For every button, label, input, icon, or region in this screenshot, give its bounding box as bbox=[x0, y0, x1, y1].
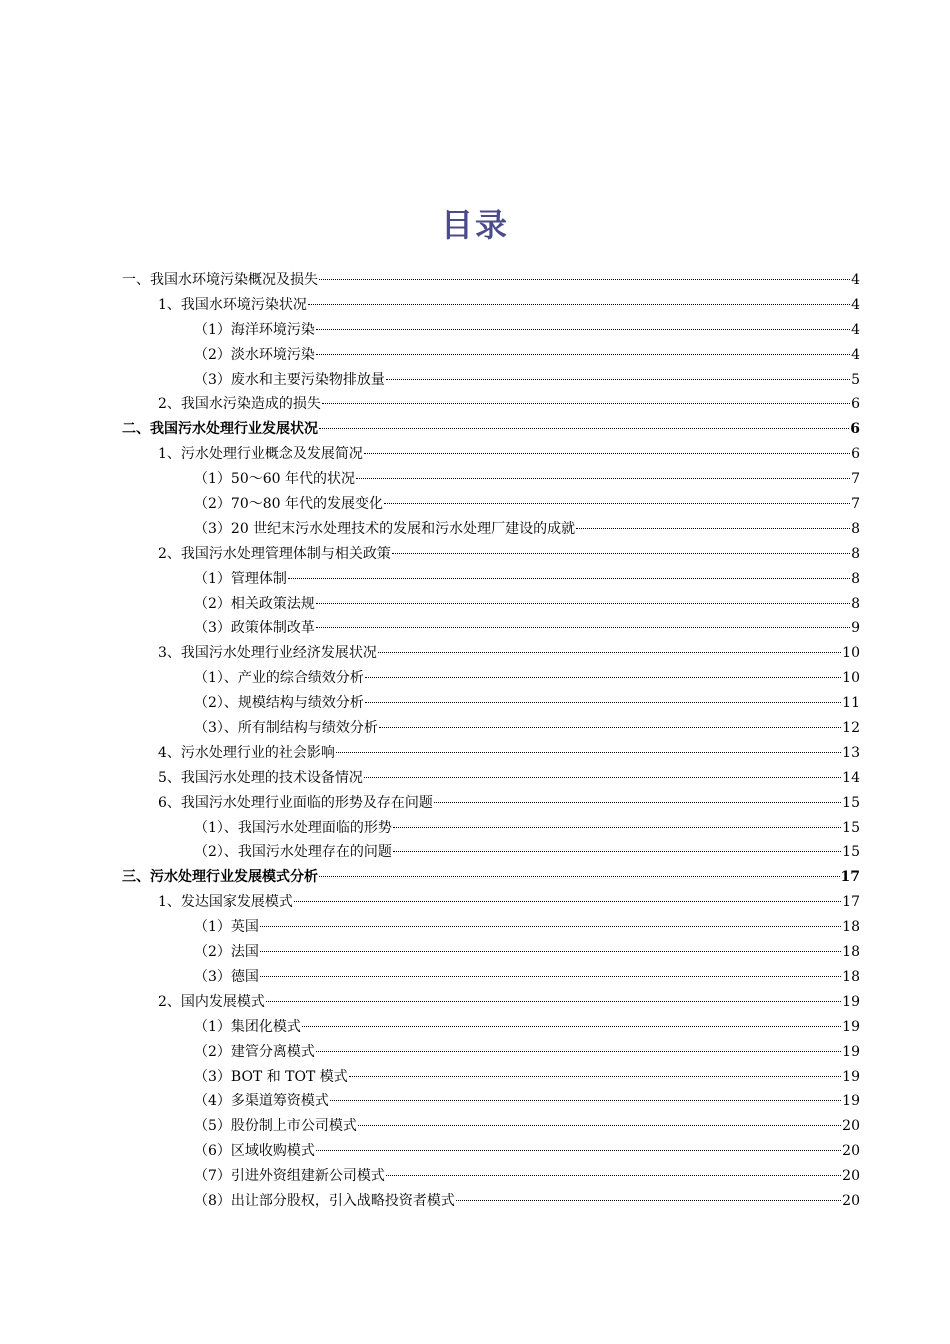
dot-leader bbox=[260, 926, 841, 927]
toc-entry[interactable] bbox=[122, 990, 860, 1015]
dot-leader bbox=[364, 453, 850, 454]
dot-leader bbox=[288, 578, 850, 579]
toc-entry-label: （2）、规模结构与绩效分析 bbox=[194, 695, 364, 712]
toc-entry[interactable] bbox=[122, 791, 860, 816]
toc-entry-page-number: 19 bbox=[842, 993, 860, 1010]
toc-entry[interactable] bbox=[122, 1139, 860, 1164]
dot-leader bbox=[393, 851, 841, 852]
toc-entry-page-number: 10 bbox=[842, 645, 860, 662]
toc-entry[interactable] bbox=[122, 592, 860, 617]
dot-leader bbox=[386, 379, 850, 380]
toc-entry[interactable] bbox=[122, 1040, 860, 1065]
toc-entry-page-number: 19 bbox=[842, 1093, 860, 1110]
toc-entry-page-number: 14 bbox=[842, 769, 860, 786]
toc-entry-page-number: 6 bbox=[851, 446, 860, 463]
toc-entry[interactable] bbox=[122, 318, 860, 343]
dot-leader bbox=[302, 1026, 841, 1027]
toc-entry-page-number: 20 bbox=[842, 1168, 860, 1185]
toc-entry-label: （4）多渠道筹资模式 bbox=[194, 1093, 329, 1110]
toc-entry-label: （1）50～60 年代的状况 bbox=[194, 471, 355, 488]
toc-entry-page-number: 13 bbox=[842, 744, 860, 761]
toc-entry-label: （3）20 世纪末污水处理技术的发展和污水处理厂建设的成就 bbox=[194, 520, 576, 537]
toc-entry-label: 二、我国污水处理行业发展状况 bbox=[122, 421, 318, 438]
toc-entry-page-number: 17 bbox=[842, 894, 860, 911]
dot-leader bbox=[316, 1051, 841, 1052]
toc-entry[interactable] bbox=[122, 865, 860, 890]
dot-leader bbox=[316, 354, 850, 355]
toc-entry-page-number: 19 bbox=[842, 1018, 860, 1035]
toc-entry-page-number: 6 bbox=[850, 421, 860, 438]
toc-entry-label: （7）引进外资组建新公司模式 bbox=[194, 1168, 385, 1185]
toc-entry-page-number: 10 bbox=[842, 670, 860, 687]
toc-entry[interactable] bbox=[122, 766, 860, 791]
dot-leader bbox=[322, 403, 850, 404]
toc-entry-page-number: 5 bbox=[851, 371, 860, 388]
dot-leader bbox=[349, 1076, 841, 1077]
dot-leader bbox=[434, 802, 841, 803]
page-title: 目录 bbox=[440, 206, 509, 244]
toc-entry[interactable] bbox=[122, 915, 860, 940]
dot-leader bbox=[336, 752, 841, 753]
toc-entry[interactable] bbox=[122, 268, 860, 293]
toc-entry-label: （8）出让部分股权，引入战略投资者模式 bbox=[194, 1192, 455, 1209]
toc-entry-page-number: 20 bbox=[842, 1143, 860, 1160]
dot-leader bbox=[365, 702, 841, 703]
toc-entry[interactable] bbox=[122, 467, 860, 492]
dot-leader bbox=[386, 1175, 841, 1176]
toc-entry-page-number: 8 bbox=[851, 520, 860, 537]
dot-leader bbox=[365, 677, 841, 678]
toc-entry-page-number: 4 bbox=[851, 272, 860, 288]
toc-entry-label: 三、污水处理行业发展模式分析 bbox=[122, 869, 318, 886]
toc-entry-label: （1）英国 bbox=[194, 919, 259, 936]
toc-entry-page-number: 19 bbox=[842, 1043, 860, 1060]
toc-entry-label: 2、我国污水处理管理体制与相关政策 bbox=[158, 545, 391, 562]
toc-entry-page-number: 4 bbox=[851, 296, 860, 313]
toc-entry-page-number: 9 bbox=[851, 620, 860, 637]
toc-entry-page-number: 19 bbox=[842, 1068, 860, 1085]
toc-entry-page-number: 6 bbox=[851, 396, 860, 413]
toc-entry-page-number: 7 bbox=[851, 471, 860, 488]
toc-entry[interactable] bbox=[122, 1189, 860, 1214]
dot-leader bbox=[316, 603, 850, 604]
toc-entry[interactable] bbox=[122, 965, 860, 990]
toc-entry[interactable] bbox=[122, 666, 860, 691]
toc-entry[interactable] bbox=[122, 1065, 860, 1090]
dot-leader bbox=[266, 1001, 841, 1002]
dot-leader bbox=[308, 304, 850, 305]
toc-entry-page-number: 18 bbox=[842, 944, 860, 961]
toc-entry[interactable] bbox=[122, 417, 860, 442]
toc-entry-label: （1）集团化模式 bbox=[194, 1018, 301, 1035]
toc-entry-page-number: 18 bbox=[842, 919, 860, 936]
toc-entry-label: （5）股份制上市公司模式 bbox=[194, 1118, 357, 1135]
toc-entry[interactable] bbox=[122, 1114, 860, 1139]
toc-entry-label: （6）区域收购模式 bbox=[194, 1143, 315, 1160]
toc-entry-label: 2、我国水污染造成的损失 bbox=[158, 396, 321, 413]
toc-entry-page-number: 8 bbox=[851, 545, 860, 562]
toc-entry-label: 1、我国水环境污染状况 bbox=[158, 296, 307, 313]
table-of-contents bbox=[122, 268, 860, 1214]
dot-leader bbox=[319, 876, 840, 877]
dot-leader bbox=[358, 1125, 841, 1126]
toc-entry-page-number: 4 bbox=[851, 346, 860, 363]
dot-leader bbox=[384, 503, 850, 504]
toc-entry-label: 6、我国污水处理行业面临的形势及存在问题 bbox=[158, 794, 433, 811]
toc-entry-label: （3）德国 bbox=[194, 968, 259, 985]
toc-entry[interactable] bbox=[122, 392, 860, 417]
toc-entry[interactable] bbox=[122, 940, 860, 965]
dot-leader bbox=[356, 478, 850, 479]
toc-entry-page-number: 20 bbox=[842, 1118, 860, 1135]
toc-entry-page-number: 4 bbox=[851, 321, 860, 338]
dot-leader bbox=[294, 901, 841, 902]
toc-entry[interactable] bbox=[122, 343, 860, 368]
toc-entry-label: （2）淡水环境污染 bbox=[194, 346, 315, 363]
toc-entry[interactable] bbox=[122, 492, 860, 517]
toc-entry-page-number: 15 bbox=[842, 794, 860, 811]
toc-entry-page-number: 15 bbox=[842, 819, 860, 836]
dot-leader bbox=[364, 777, 841, 778]
dot-leader bbox=[576, 528, 850, 529]
dot-leader bbox=[260, 951, 841, 952]
dot-leader bbox=[319, 279, 850, 280]
toc-entry-label: 1、发达国家发展模式 bbox=[158, 894, 293, 911]
toc-entry-page-number: 18 bbox=[842, 968, 860, 985]
toc-entry-label: 3、我国污水处理行业经济发展状况 bbox=[158, 645, 377, 662]
toc-entry-label: （2）法国 bbox=[194, 944, 259, 961]
toc-entry[interactable] bbox=[122, 691, 860, 716]
toc-entry-label: 一、我国水环境污染概况及损失 bbox=[122, 272, 318, 288]
dot-leader bbox=[319, 428, 849, 429]
toc-entry-label: （3）、所有制结构与绩效分析 bbox=[194, 720, 378, 737]
toc-entry[interactable] bbox=[122, 442, 860, 467]
toc-entry[interactable] bbox=[122, 840, 860, 865]
toc-entry-page-number: 20 bbox=[842, 1192, 860, 1209]
toc-entry-page-number: 12 bbox=[842, 720, 860, 737]
toc-entry-page-number: 15 bbox=[842, 844, 860, 861]
toc-entry[interactable] bbox=[122, 368, 860, 393]
toc-entry[interactable] bbox=[122, 641, 860, 666]
toc-entry-label: （2）、我国污水处理存在的问题 bbox=[194, 844, 392, 861]
dot-leader bbox=[393, 827, 841, 828]
toc-entry[interactable] bbox=[122, 890, 860, 915]
dot-leader bbox=[260, 976, 841, 977]
toc-entry-label: （1）、产业的综合绩效分析 bbox=[194, 670, 364, 687]
toc-entry[interactable] bbox=[122, 616, 860, 641]
toc-entry-page-number: 8 bbox=[851, 595, 860, 612]
toc-entry-label: （2）建管分离模式 bbox=[194, 1043, 315, 1060]
dot-leader bbox=[392, 553, 850, 554]
toc-entry[interactable] bbox=[122, 1164, 860, 1189]
toc-entry-page-number: 8 bbox=[851, 570, 860, 587]
toc-entry[interactable] bbox=[122, 567, 860, 592]
toc-entry[interactable] bbox=[122, 293, 860, 318]
dot-leader bbox=[378, 652, 841, 653]
toc-entry[interactable] bbox=[122, 517, 860, 542]
dot-leader bbox=[379, 727, 841, 728]
toc-entry-page-number: 17 bbox=[840, 869, 860, 886]
dot-leader bbox=[456, 1200, 841, 1201]
toc-entry-label: （3）政策体制改革 bbox=[194, 620, 315, 637]
dot-leader bbox=[316, 1150, 841, 1151]
toc-entry[interactable] bbox=[122, 542, 860, 567]
toc-entry-label: （1）海洋环境污染 bbox=[194, 321, 315, 338]
toc-entry-page-number: 7 bbox=[851, 496, 860, 513]
toc-entry-label: （2）70～80 年代的发展变化 bbox=[194, 496, 383, 513]
toc-entry-label: （1）、我国污水处理面临的形势 bbox=[194, 819, 392, 836]
toc-entry-label: （3）废水和主要污染物排放量 bbox=[194, 371, 385, 388]
toc-entry-page-number: 11 bbox=[842, 695, 860, 712]
toc-entry-label: 4、污水处理行业的社会影响 bbox=[158, 744, 335, 761]
toc-entry-label: （3）BOT 和 TOT 模式 bbox=[194, 1068, 348, 1085]
dot-leader bbox=[330, 1100, 841, 1101]
dot-leader bbox=[316, 329, 850, 330]
dot-leader bbox=[316, 627, 850, 628]
toc-entry[interactable] bbox=[122, 816, 860, 841]
toc-entry[interactable] bbox=[122, 1015, 860, 1040]
toc-entry-label: 2、国内发展模式 bbox=[158, 993, 265, 1010]
toc-entry[interactable] bbox=[122, 1089, 860, 1114]
toc-entry-label: 5、我国污水处理的技术设备情况 bbox=[158, 769, 363, 786]
toc-entry[interactable] bbox=[122, 716, 860, 741]
toc-entry-label: （2）相关政策法规 bbox=[194, 595, 315, 612]
toc-entry[interactable] bbox=[122, 741, 860, 766]
toc-entry-label: 1、污水处理行业概念及发展简况 bbox=[158, 446, 363, 463]
toc-entry-label: （1）管理体制 bbox=[194, 570, 287, 587]
